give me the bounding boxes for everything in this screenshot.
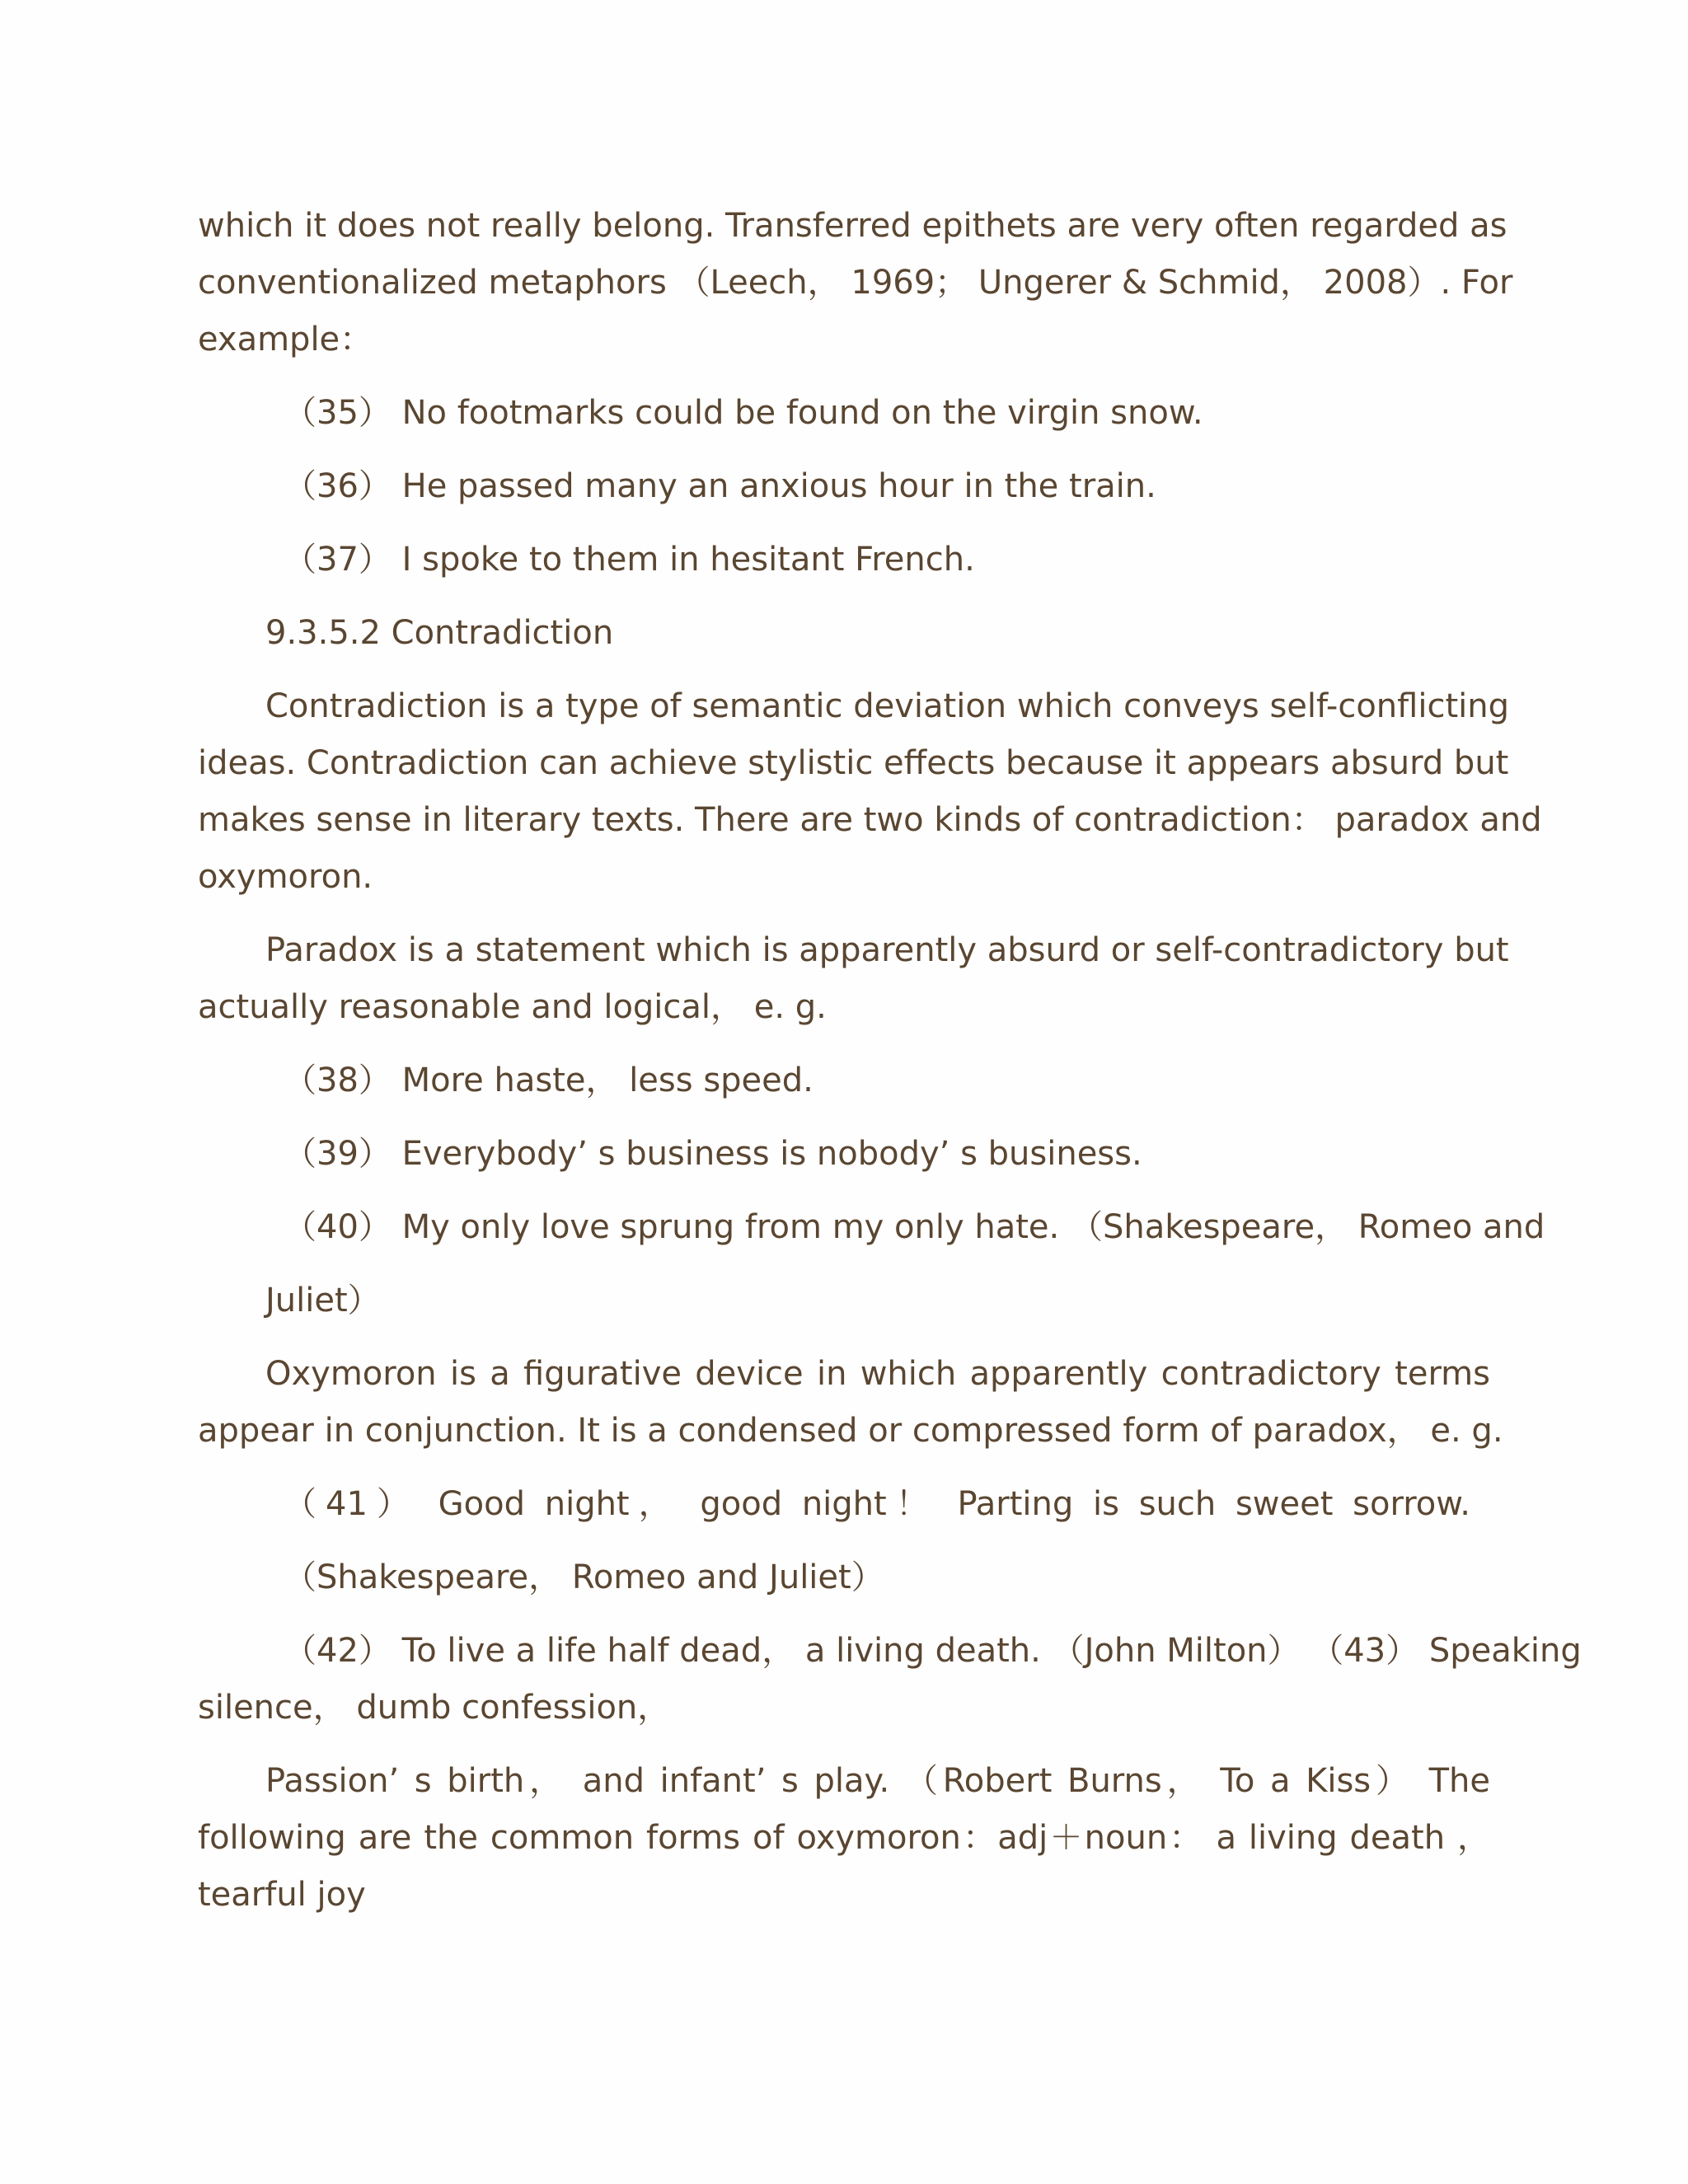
example-39: （39） Everybody’ s business is nobody’ s business. (284, 1135, 1142, 1173)
oxymoron-line-1: Oxymoron is a figurative device in which apparently contradictory terms (265, 1355, 1490, 1393)
contradiction-line-4: oxymoron. (198, 858, 373, 896)
intro-line-3: example： (198, 321, 373, 359)
intro-line-1: which it does not really belong. Transferred epithets are very often regarded as (198, 207, 1507, 245)
section-heading: 9.3.5.2 Contradiction (265, 614, 614, 652)
example-40-continued: Juliet） (265, 1282, 381, 1319)
final-line-2: following are the common forms of oxymoron：adj＋noun： a living death ， (198, 1819, 1490, 1857)
final-line-1: Passion’ s birth， and infant’ s play. （Robert Burns， To a Kiss） The (265, 1762, 1490, 1800)
final-line-3: tearful joy (198, 1876, 366, 1914)
example-36: （36） He passed many an anxious hour in the train. (284, 467, 1156, 505)
example-37: （37） I spoke to them in hesitant French. (284, 541, 975, 579)
contradiction-line-2: ideas. Contradiction can achieve stylistic effects because it appears absurd but (198, 744, 1509, 782)
example-40: （40） My only love sprung from my only hate. （Shakespeare， Romeo and (284, 1208, 1545, 1246)
example-35: （35） No footmarks could be found on the virgin snow. (284, 394, 1203, 432)
example-41-line-1: （41） Good night， good night！ Parting is such sweet sorrow. (284, 1485, 1470, 1523)
example-41-line-2: （Shakespeare， Romeo and Juliet） (284, 1558, 884, 1596)
oxymoron-line-2: appear in conjunction. It is a condensed or compressed form of paradox， e. g. (198, 1412, 1503, 1450)
example-38: （38） More haste， less speed. (284, 1062, 814, 1099)
paradox-line-2: actually reasonable and logical， e. g. (198, 988, 827, 1026)
intro-line-2: conventionalized metaphors （Leech， 1969； Ungerer & Schmid， 2008）. For (198, 264, 1513, 302)
example-42-43-line-1: （42） To live a life half dead， a living death. （John Milton） （43） Speaking (284, 1632, 1582, 1670)
example-42-43-line-2: silence， dumb confession， (198, 1689, 671, 1727)
contradiction-line-1: Contradiction is a type of semantic deviation which conveys self-conflicting (265, 687, 1509, 725)
contradiction-line-3: makes sense in literary texts. There are two kinds of contradiction： paradox and (198, 801, 1542, 839)
paradox-line-1: Paradox is a statement which is apparently absurd or self-contradictory but (265, 931, 1509, 969)
